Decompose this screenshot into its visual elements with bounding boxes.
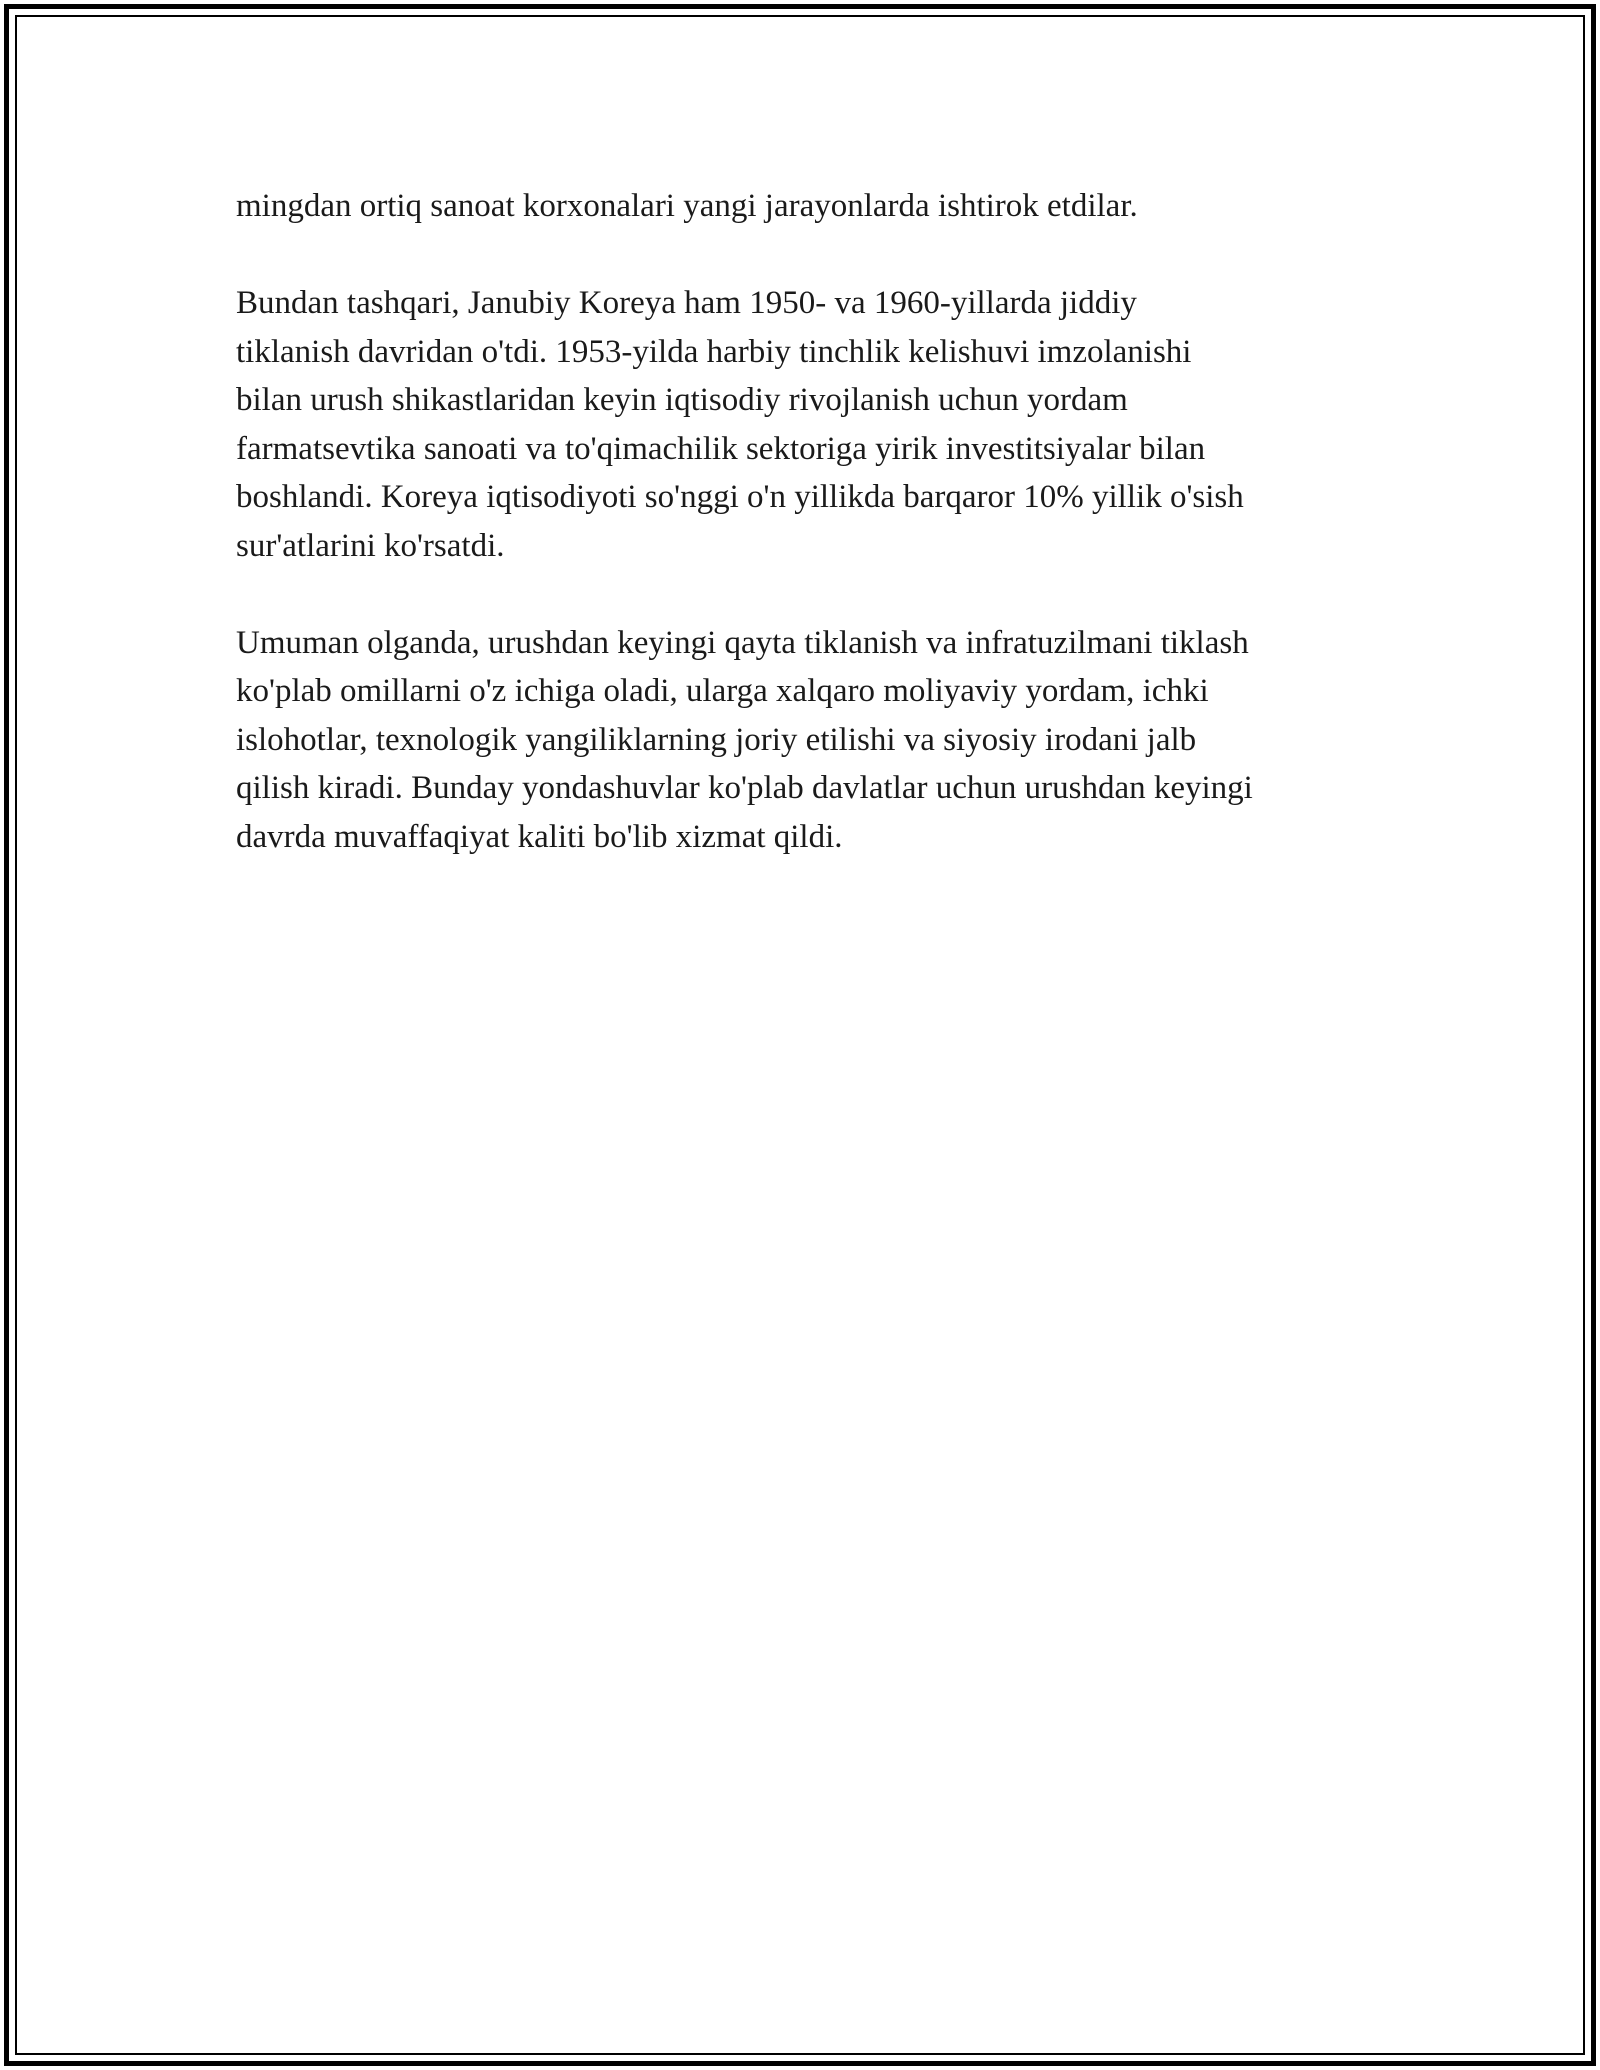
paragraph-3: Umuman olganda, urushdan keyingi qayta tiklanish va infratuzilmani tiklash ko'plab omillarni o'z ichiga oladi, ularga xalqaro moliyaviy yordam, ichki islohotlar, texnologik yangiliklarning joriy etilishi va siyosiy irodani jalb qilish kiradi. Bunday yondashuvlar ko'plab davlatlar uchun urushdan keyingi davrda muvaffaqiyat kaliti bo'lib xizmat qildi. [236, 624, 1253, 855]
paragraph-2: Bundan tashqari, Janubiy Koreya ham 1950- va 1960-yillarda jiddiy tiklanish davridan o'tdi. 1953-yilda harbiy tinchlik kelishuvi imzolanishi bilan urush shikastlaridan keyin iqtisodiy rivojlanish uchun yordam farmatsevtika sanoati va to'qimachilik sektoriga yirik investitsiyalar bilan boshlandi. Koreya iqtisodiyoti so'nggi o'n yillikda barqaror 10% yillik o'sish sur'atlarini ko'rsatdi. [236, 285, 1244, 564]
document-body [236, 182, 1376, 861]
paragraph-1: mingdan ortiq sanoat korxonalari yangi jarayonlarda ishtirok etdilar. [236, 188, 1138, 224]
